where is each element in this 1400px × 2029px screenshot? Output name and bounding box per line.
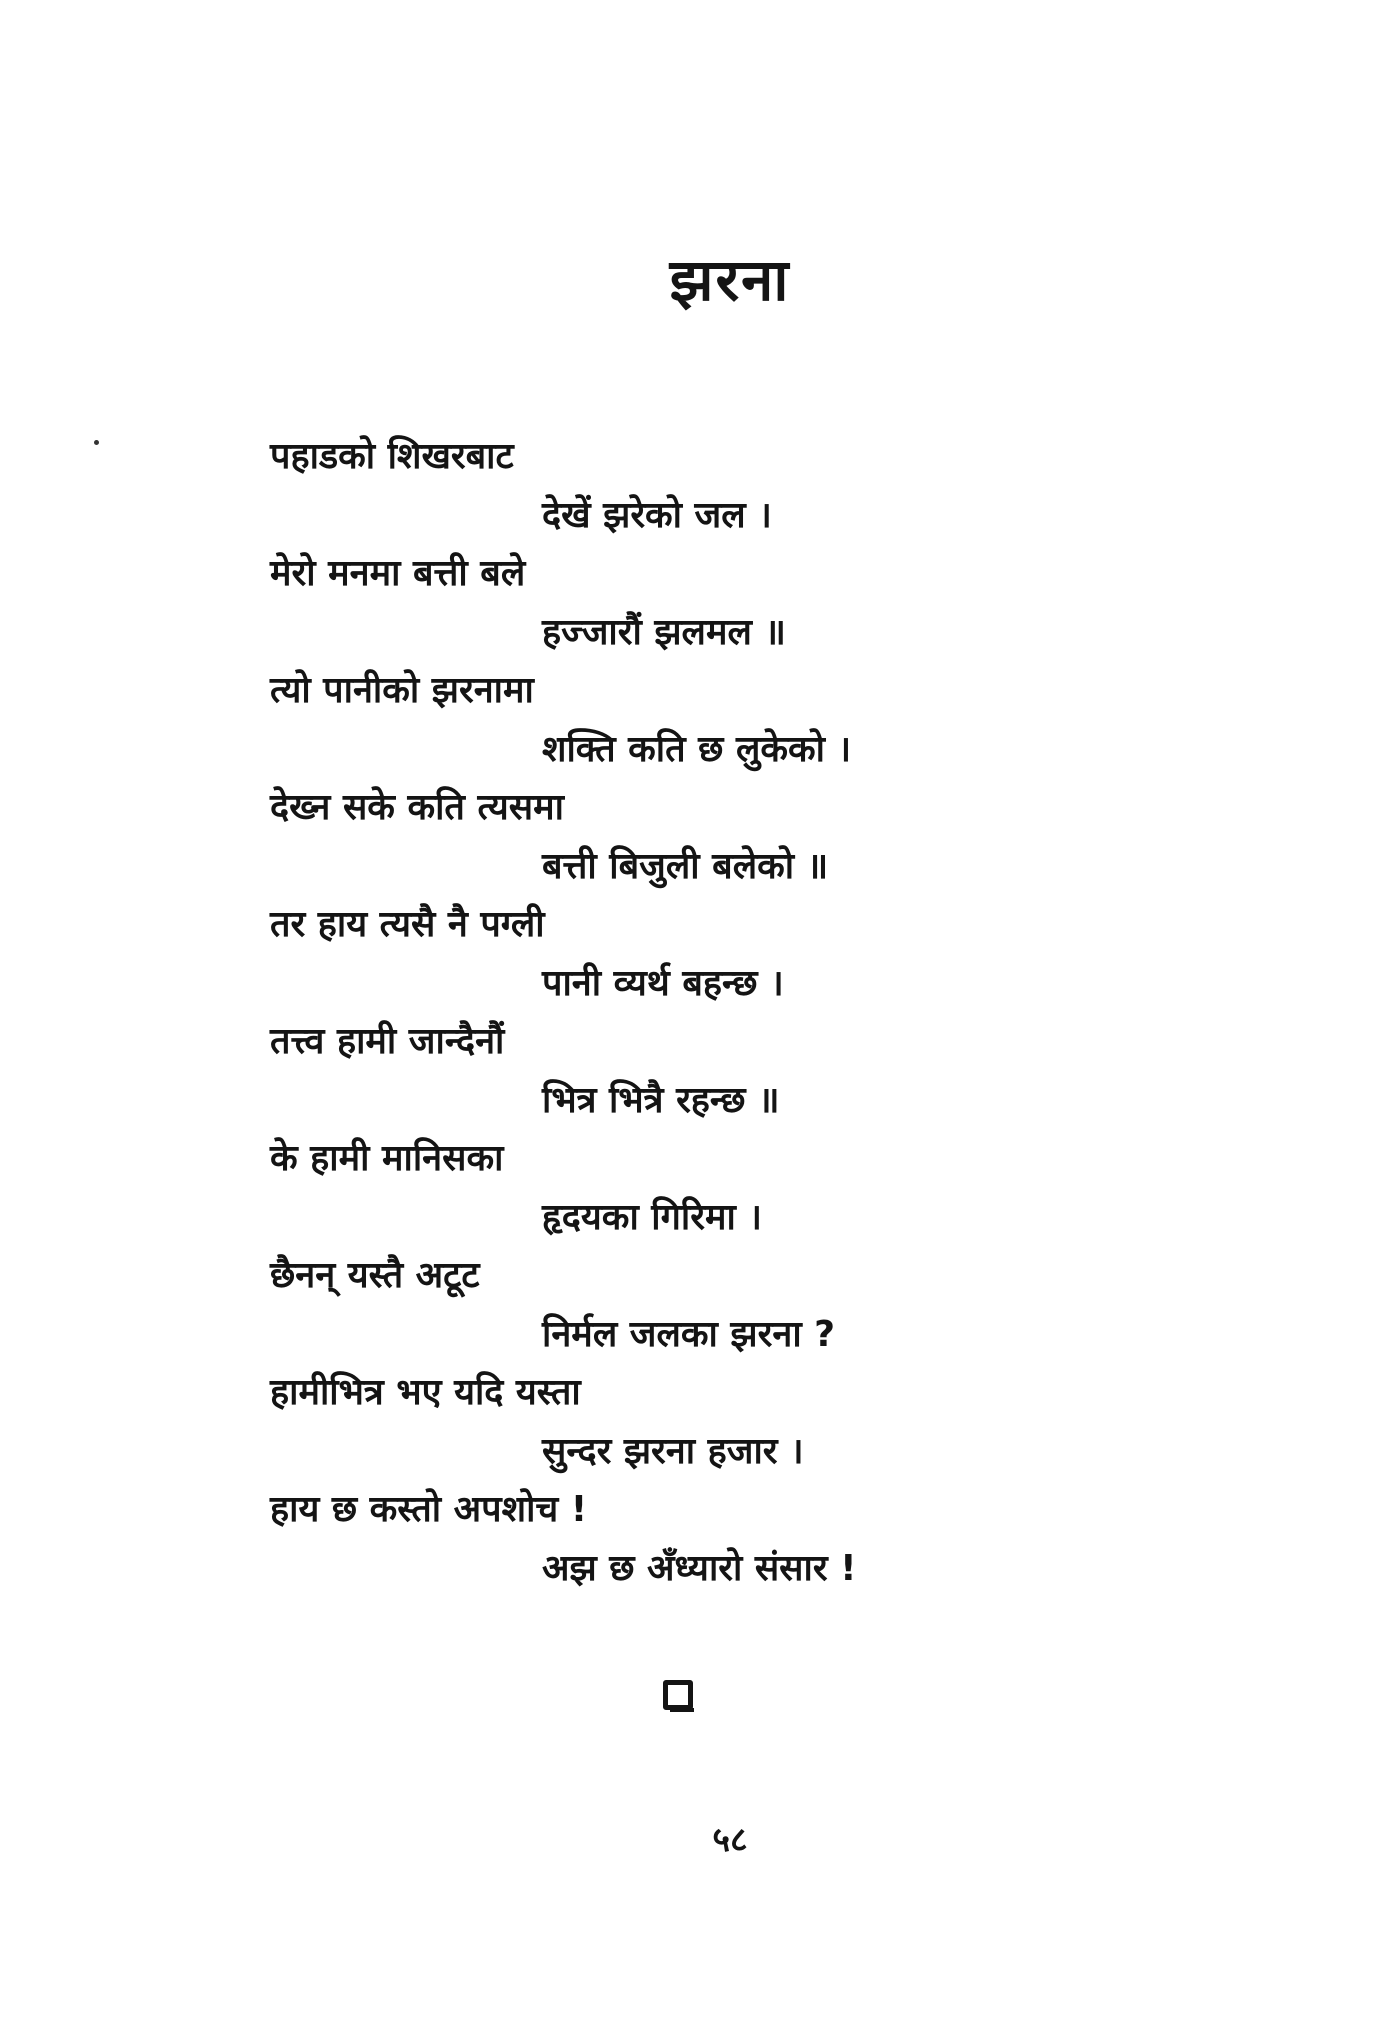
poem-line: हृदयका गिरिमा । (542, 1196, 762, 1238)
poem-line: भित्र भित्रै रहन्छ ॥ (542, 1079, 780, 1121)
poem-line: हाय छ कस्तो अपशोच ! (270, 1489, 588, 1530)
poem-line: तर हाय त्यसै नै पग्ली (270, 904, 545, 945)
poem-line: शक्ति कति छ लुकेको । (542, 728, 852, 770)
scan-speck (94, 440, 99, 445)
poem-line: के हामी मानिसका (270, 1138, 504, 1179)
poem-title: झरना (669, 246, 791, 314)
poem-line: हामीभित्र भए यदि यस्ता (270, 1372, 581, 1413)
poem-line: सुन्दर झरना हजार । (542, 1430, 804, 1472)
poem-line: देखें झरेको जल । (542, 494, 772, 536)
poem-line: बत्ती बिजुली बलेको ॥ (542, 845, 829, 887)
poem-line: पानी व्यर्थ बहन्छ । (542, 962, 784, 1004)
poem-line: छैनन् यस्तै अटूट (270, 1255, 480, 1296)
poem-body (270, 428, 1170, 1598)
poem-line: मेरो मनमा बत्ती बले (270, 553, 526, 594)
poem-line: पहाडको शिखरबाट (270, 436, 514, 477)
poem-line: अझ छ अँध्यारो संसार ! (542, 1547, 857, 1589)
end-square-icon (663, 1680, 693, 1710)
poem-line: हज्जारौं झलमल ॥ (542, 611, 786, 653)
poem-line: देख्न सके कति त्यसमा (270, 787, 564, 828)
poem-line: त्यो पानीको झरनामा (270, 670, 534, 711)
poem-line: तत्त्व हामी जान्दैनौं (270, 1021, 505, 1062)
poem-line: निर्मल जलका झरना ? (542, 1313, 836, 1355)
page-number: ५८ (712, 1820, 748, 1860)
